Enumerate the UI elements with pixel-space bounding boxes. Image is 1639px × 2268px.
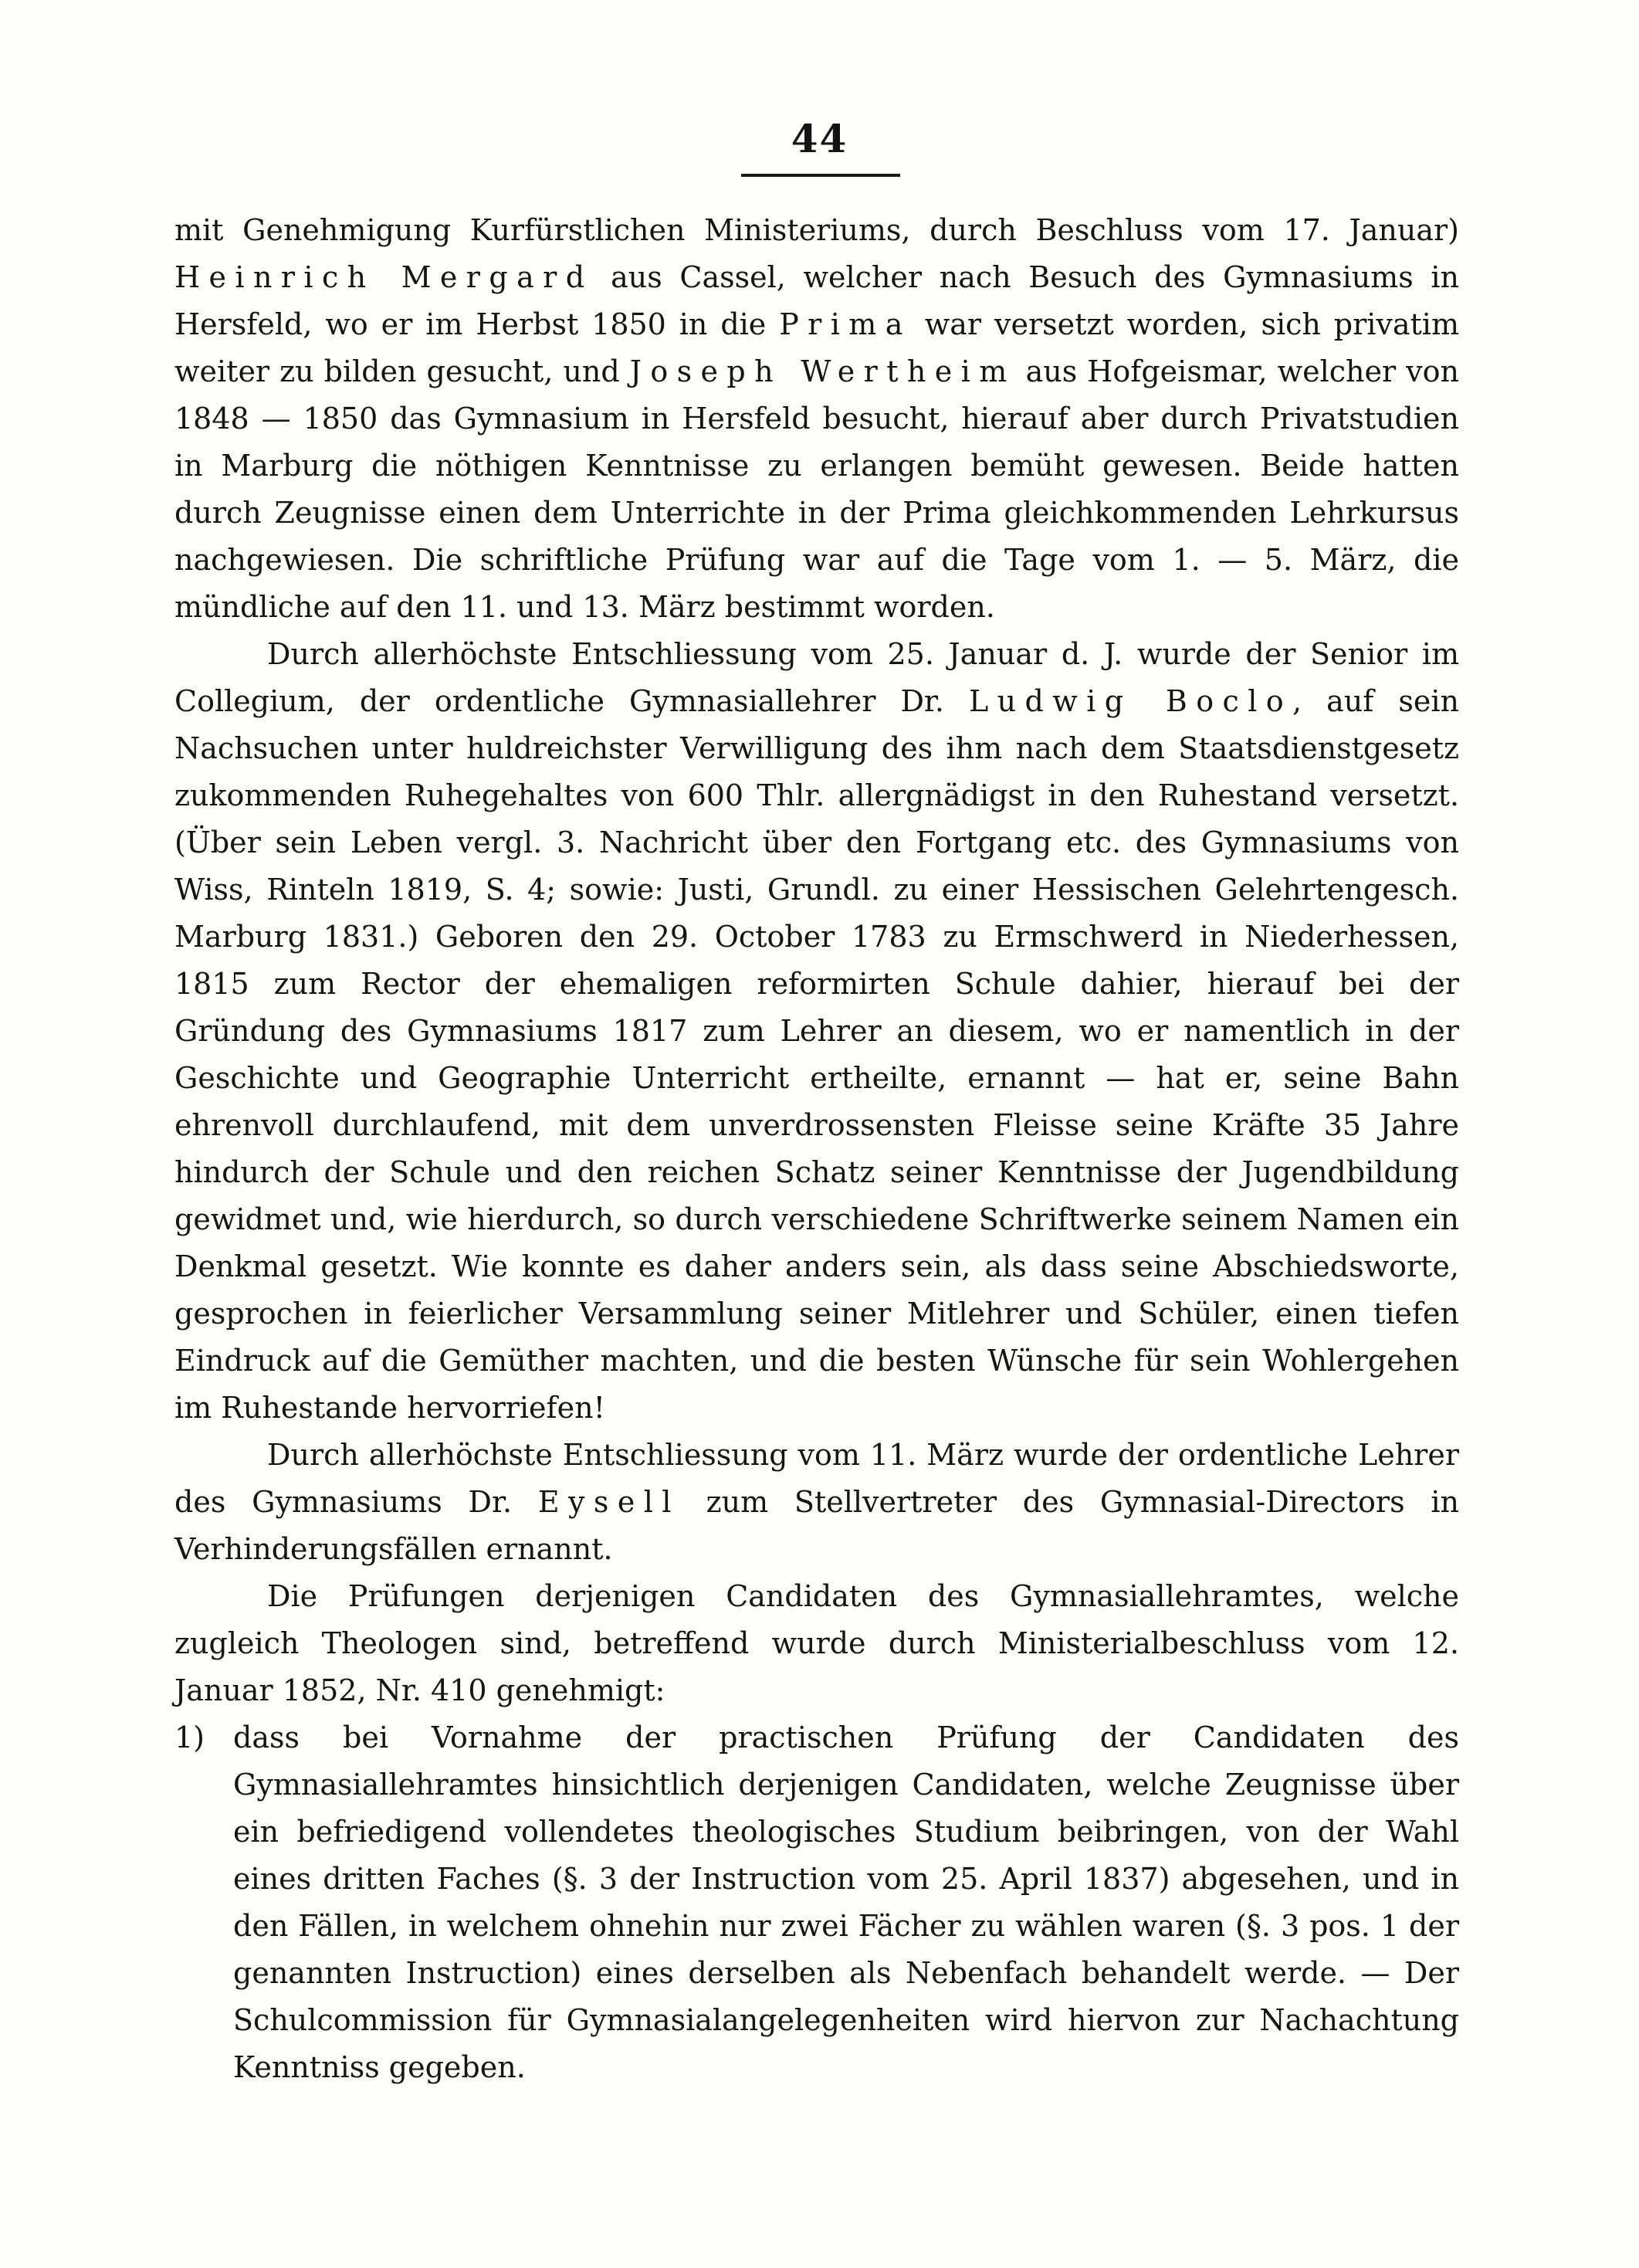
- spaced-name: Ludwig Boclo: [969, 684, 1293, 718]
- spaced-name: Prima: [779, 307, 912, 341]
- body-text: [174, 207, 1459, 2091]
- list-item-number: 1): [174, 1720, 205, 1754]
- spaced-name: Joseph Wertheim: [629, 354, 1016, 388]
- paragraph-3: [174, 1432, 1459, 1573]
- text-run: , auf sein Nachsuchen unter huldreichster Verwilligung des ihm nach dem Staatsdienstgesetz zukommenden Ruhegehaltes von 600 Thlr. allergnädigst in den Ruhestand versetzt. (Über sein Leben vergl. 3. Nachricht über den Fortgang etc. des Gymnasiums von Wiss, Rinteln 1819, S. 4; sowie: Justi, Grundl. zu einer Hessischen Gelehrtengesch. Marburg 1831.) Geboren den 29. October 1783 zu Ermschwerd in Niederhessen, 1815 zum Rector der ehemaligen reformirten Schule dahier, hierauf bei der Gründung des Gymnasiums 1817 zum Lehrer an diesem, wo er namentlich in der Geschichte und Geographie Unterricht ertheilte, ernannt — hat er, seine Bahn ehrenvoll durchlaufend, mit dem unverdrossensten Fleisse seine Kräfte 35 Jahre hindurch der Schule und den reichen Schatz seiner Kenntnisse der Jugendbildung gewidmet und, wie hierdurch, so durch verschiedene Schriftwerke seinem Namen ein Denkmal gesetzt. Wie konnte es daher anders sein, als dass seine Abschiedsworte, gesprochen in feierlicher Versammlung seiner Mitlehrer und Schüler, einen tiefen Eindruck auf die Gemüther machten, und die besten Wünsche für sein Wohlergehen im Ruhestande hervorriefen!: [174, 684, 1459, 1425]
- text-run: Durch allerhöchste Entschliessung vom 25. Januar d. J. wurde der Senior im Collegium, der ordentliche Gymnasiallehrer Dr.: [174, 637, 1459, 718]
- spaced-name: Eysell: [537, 1485, 680, 1519]
- paragraph-2: [174, 631, 1459, 1432]
- text-run: war versetzt worden, sich privatim weiter zu bilden gesucht, und: [174, 307, 1459, 388]
- text-run: Durch allerhöchste Entschliessung vom 11. März wurde der ordentliche Lehrer des Gymnasiums Dr.: [174, 1438, 1459, 1519]
- text-run: mit Genehmigung Kurfürstlichen Ministeriums, durch Beschluss vom 17. Januar): [174, 213, 1459, 247]
- paragraph-1: [174, 207, 1459, 631]
- header-rule: [741, 174, 900, 177]
- text-run: Die Prüfungen derjenigen Candidaten des Gymnasiallehramtes, welche zugleich Theologen sind, betreffend wurde durch Ministerialbeschluss vom 12. Januar 1852, Nr. 410 genehmigt:: [174, 1579, 1459, 1707]
- text-run: zum Stellvertreter des Gymnasial-Directors in Verhinderungsfällen ernannt.: [174, 1485, 1459, 1566]
- text-run: aus Hofgeismar, welcher von 1848 — 1850 das Gymnasium in Hersfeld besucht, hierauf aber durch Privatstudien in Marburg die nöthigen Kenntnisse zu erlangen bemüht gewesen. Beide hatten durch Zeugnisse einen dem Unterrichte in der Prima gleichkommenden Lehrkursus nachgewiesen. Die schriftliche Prüfung war auf die Tage vom 1. — 5. März, die mündliche auf den 11. und 13. März bestimmt worden.: [174, 354, 1459, 624]
- list-item: [174, 1714, 1459, 2091]
- list-item-text: dass bei Vornahme der practischen Prüfung der Candidaten des Gymnasiallehramtes hinsichtlich derjenigen Candidaten, welche Zeugnisse über ein befriedigend vollendetes theologisches Studium beibringen, von der Wahl eines dritten Faches (§. 3 der Instruction vom 25. April 1837) abgesehen, und in den Fällen, in welchem ohnehin nur zwei Fächer zu wählen waren (§. 3 pos. 1 der genannten Instruction) eines derselben als Nebenfach behandelt werde. — Der Schulcommission für Gymnasialangelegenheiten wird hiervon zur Nachachtung Kenntniss gegeben.: [233, 1720, 1459, 2084]
- paragraph-4: [174, 1573, 1459, 1714]
- page-number: 44: [791, 116, 848, 161]
- spaced-name: Heinrich Mergard: [174, 260, 594, 294]
- text-run: aus Cassel, welcher nach Besuch des Gymnasiums in Hersfeld, wo er im Herbst 1850 in die: [174, 260, 1460, 341]
